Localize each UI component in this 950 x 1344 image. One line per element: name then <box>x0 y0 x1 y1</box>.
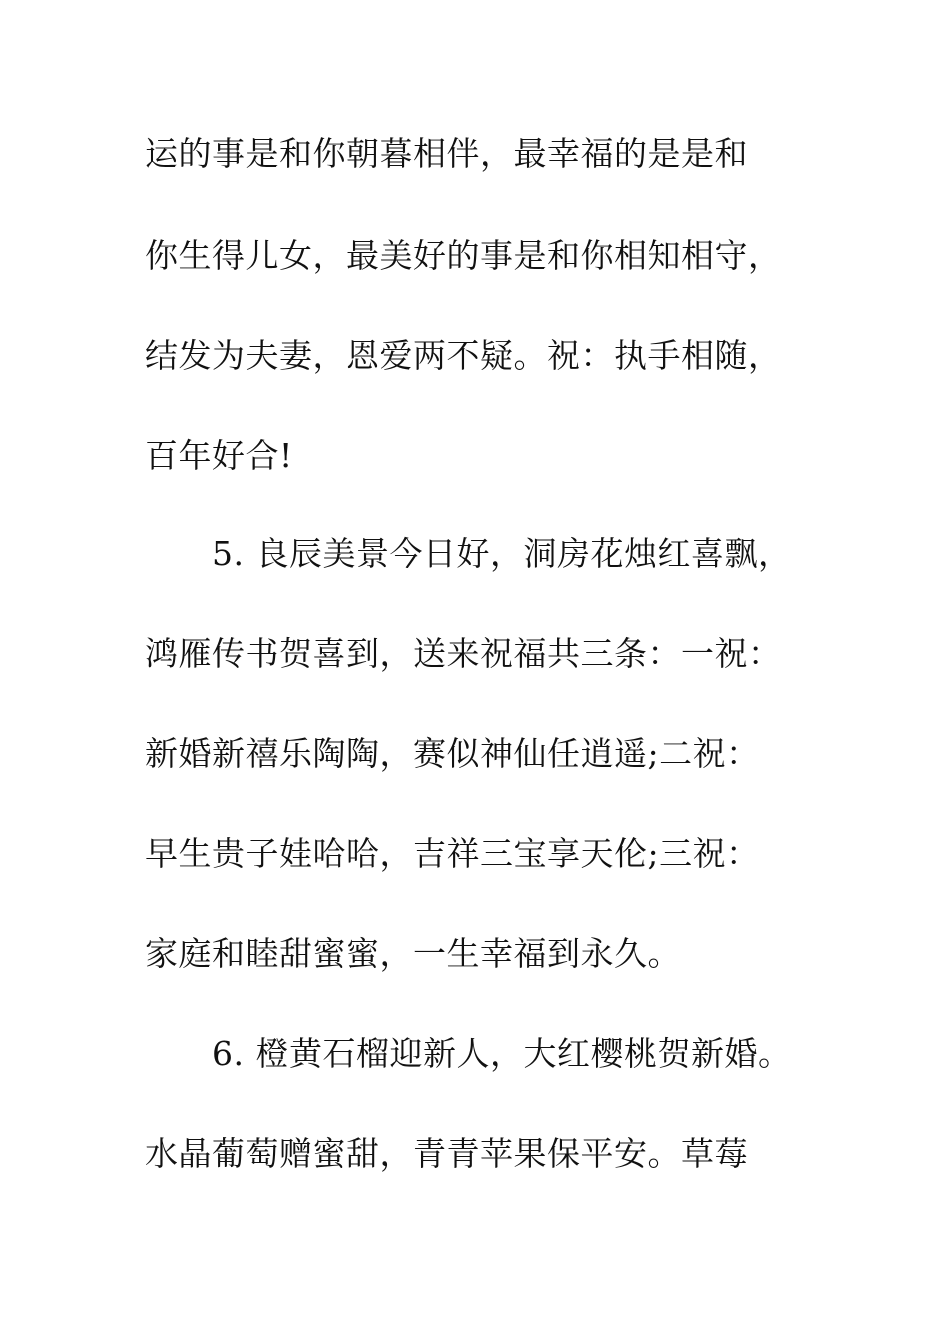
text-line-8: 早生贵子娃哈哈，吉祥三宝享天伦;三祝： <box>145 834 760 873</box>
text-line-10: 6. 橙黄石榴迎新人，大红樱桃贺新婚。 <box>212 1034 792 1073</box>
text-line-3: 结发为夫妻，恩爱两不疑。祝：执手相随， <box>145 336 782 375</box>
text-line-4: 百年好合! <box>145 436 293 475</box>
text-line-7: 新婚新禧乐陶陶，赛似神仙任逍遥;二祝： <box>145 734 760 773</box>
text-line-1: 运的事是和你朝暮相伴，最幸福的是是和 <box>145 134 748 173</box>
text-line-2: 你生得儿女，最美好的事是和你相知相守， <box>145 236 782 275</box>
text-line-11: 水晶葡萄赠蜜甜，青青苹果保平安。草莓 <box>145 1134 748 1173</box>
text-line-5: 5. 良辰美景今日好，洞房花烛红喜飘， <box>212 534 792 573</box>
text-line-9: 家庭和睦甜蜜蜜，一生幸福到永久。 <box>145 934 681 973</box>
text-line-6: 鸿雁传书贺喜到，送来祝福共三条：一祝： <box>145 634 782 673</box>
